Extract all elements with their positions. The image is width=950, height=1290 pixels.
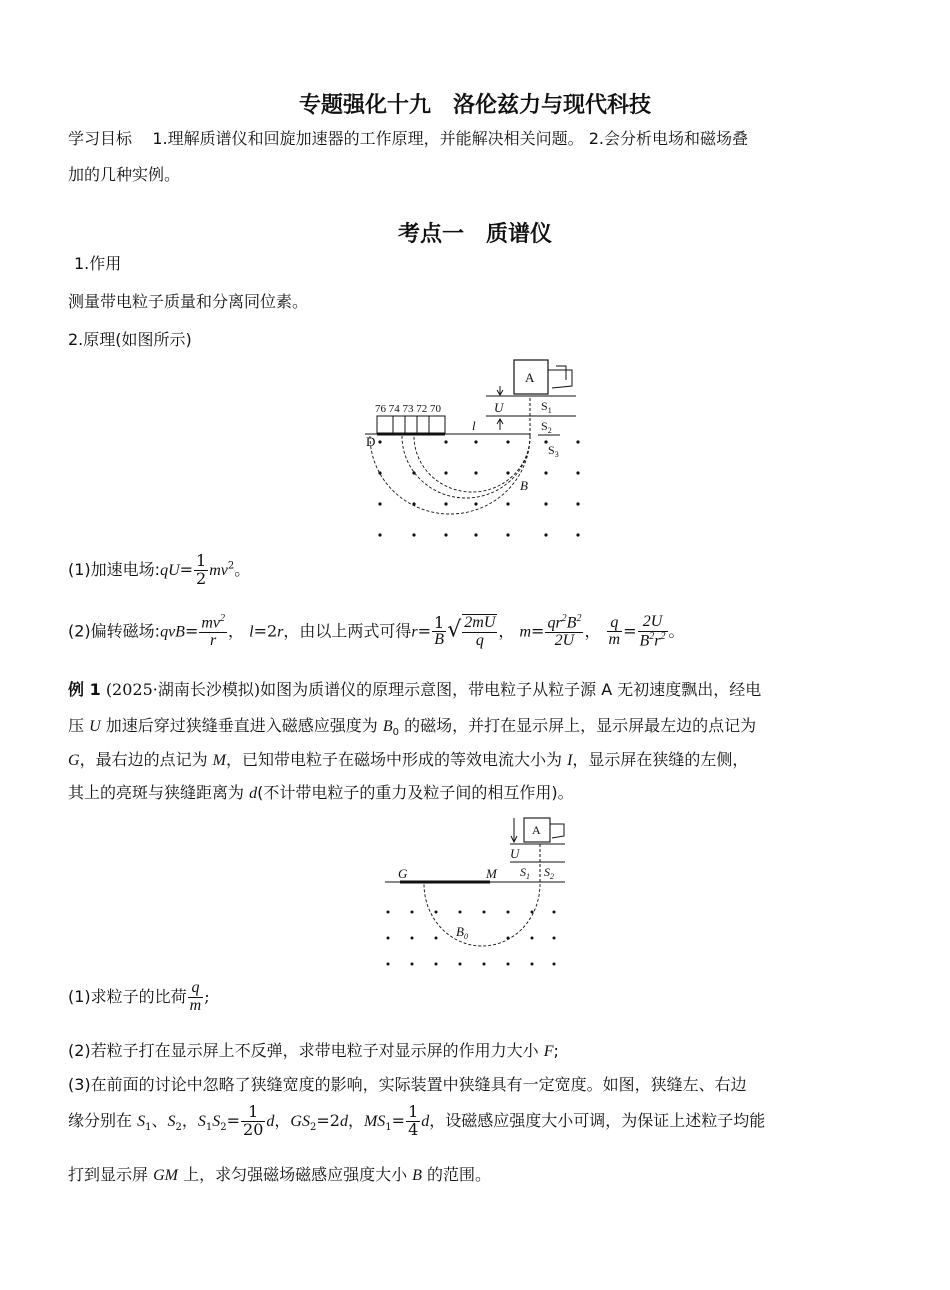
point-g-label: G xyxy=(398,866,408,881)
fig2-source-label: A xyxy=(532,823,541,837)
question-3-line1: (3)在前面的讨论中忽略了狭缝宽度的影响，实际装置中狭缝具有一定宽度。如图，狭缝左、右边 xyxy=(68,1075,747,1094)
s3-label: $S_3$ xyxy=(548,443,559,459)
example-line4: 其上的亮斑与狭缝距离为 d(不计带电粒子的重力及粒子间的相互作用)。 xyxy=(68,783,574,802)
question-2: (2)若粒子打在显示屏上不反弹，求带电粒子对显示屏的作用力大小 F; xyxy=(68,1041,559,1060)
role-heading: 1.作用 xyxy=(74,254,122,273)
source-pipe xyxy=(548,366,572,388)
s2-label: $S_2$ xyxy=(541,419,552,435)
trajectory-1 xyxy=(370,436,530,514)
example-line2: 压 U 加速后穿过狭缝垂直进入磁感应强度为 $B_0$ 的磁场，并打在显示屏上，显示屏最左边的点记为 xyxy=(68,716,757,739)
principle-heading: 2.原理(如图所示) xyxy=(68,330,192,349)
fig2-voltage-label: U xyxy=(510,846,520,861)
plate-d-label: D xyxy=(366,434,376,449)
fig2-s1-label: $S_1$ xyxy=(520,865,530,881)
role-text: 测量带电粒子质量和分离同位素。 xyxy=(68,292,309,311)
goals-text-1: 1.理解质谱仪和回旋加速器的工作原理，并能解决相关问题。 2.会分析电场和磁场叠 xyxy=(152,129,748,148)
example-label: 例 1 xyxy=(68,680,101,699)
point-m-label: M xyxy=(486,866,497,881)
question-3-line2: 缘分别在 $S_1$、$S_2$，$S_1S_2=$ $\frac{1}{20}$ d，$GS_2=2d$，$MS_1=$ $\frac{1}{4}$ d，设磁感应强度大小可调，为保证上述粒子均能 xyxy=(68,1102,766,1139)
mass-spectrometer-figure xyxy=(360,358,590,543)
s1-label: $S_1$ xyxy=(541,399,552,415)
voltage-label: U xyxy=(494,400,504,415)
fig2-field-label: $B_0$ xyxy=(456,924,468,941)
example-line3: G，最右边的点记为 M，已知带电粒子在磁场中形成的等效电流大小为 I，显示屏在狭缝的左侧， xyxy=(68,750,749,769)
example-line1: 例 1 (2025·湖南长沙模拟)如图为质谱仪的原理示意图，带电粒子从粒子源 A 无初速度飘出，经电 xyxy=(68,680,762,699)
distance-l-label: l xyxy=(472,418,476,433)
question-3-line3: 打到显示屏 GM 上，求匀强磁场磁感应强度大小 B 的范围。 xyxy=(68,1165,492,1184)
fig2-s2-label: $S_2$ xyxy=(544,865,554,881)
field-b-label: B xyxy=(520,478,528,493)
question-1: (1)求粒子的比荷 $\frac{q}{m}$ ; xyxy=(68,979,210,1014)
example-figure xyxy=(380,812,570,972)
isotope-numbers: 76 74 73 72 70 xyxy=(375,403,441,415)
goals-label: 学习目标 xyxy=(68,129,133,148)
learning-goals-line1 xyxy=(68,126,748,149)
source-label: A xyxy=(525,370,535,385)
fig2-trajectory xyxy=(424,884,540,946)
section-heading: 考点一 质谱仪 xyxy=(397,222,552,247)
goals-text-2: 加的几种实例。 xyxy=(68,165,181,184)
trajectory-3 xyxy=(414,436,530,492)
page-title: 专题强化十九 洛伦兹力与现代科技 xyxy=(298,93,651,118)
formula-deflection: (2)偏转磁场:qvB= $\frac{mv^2}{r}$ ， l=2r，由以上两式可得r= $\frac{1}{B}$ √ $\frac{2mU}{q}$ ， m= $\frac{qr^2B^2}{2U}$ ， $\frac{q}{m}$ = $\frac{2U}{B^2r^2}$ 。 xyxy=(68,612,685,650)
trajectory-2 xyxy=(402,436,530,498)
formula-acceleration: (1)加速电场:qU= $\frac{1}{2}$ $mv^2$。 xyxy=(68,551,251,588)
